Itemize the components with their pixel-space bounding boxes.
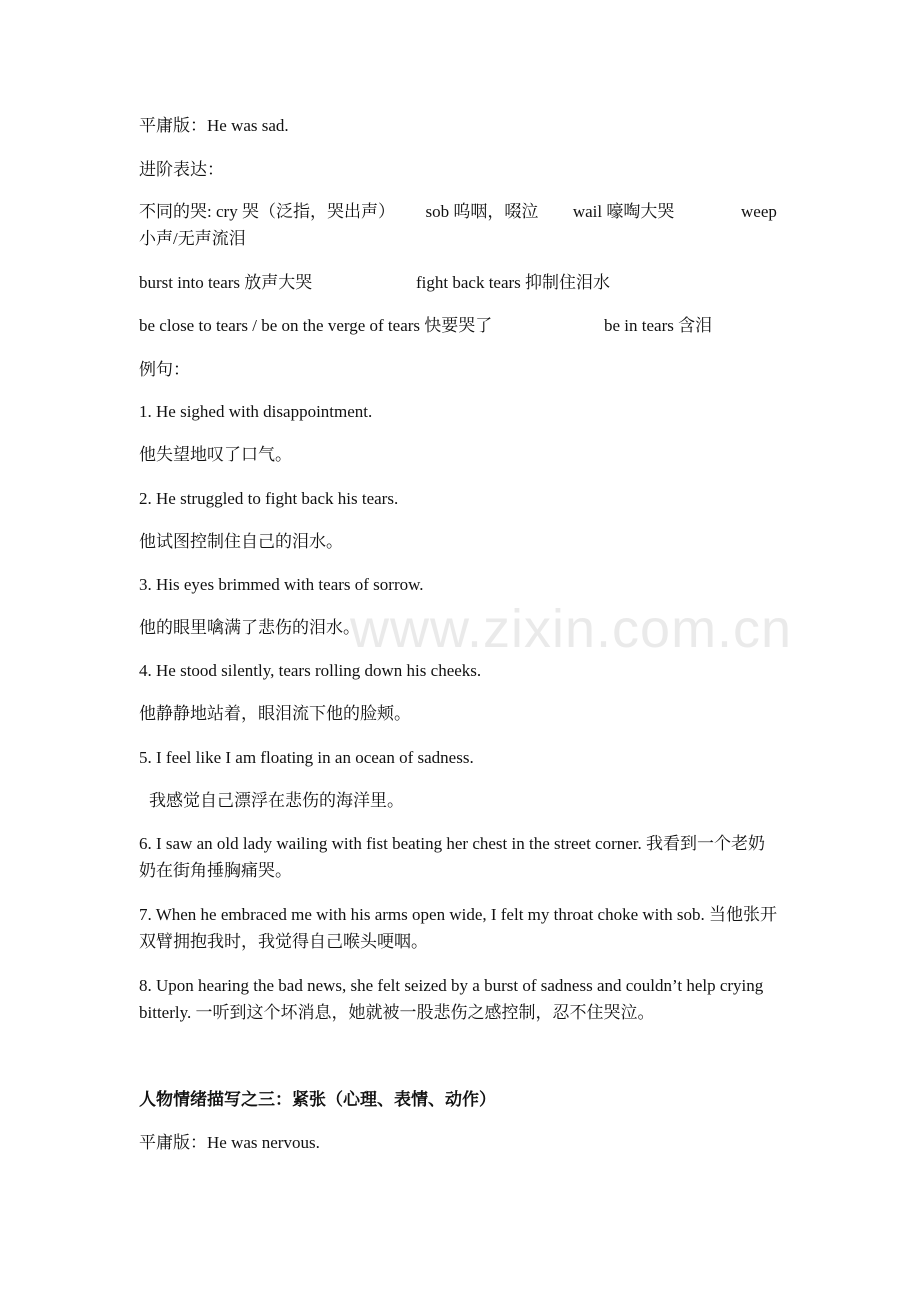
sob-entry: sob 呜咽，啜泣 — [425, 202, 539, 221]
plain-version-line-2: 平庸版：He was nervous. — [139, 1133, 320, 1152]
cry-entry: cry 哭（泛指，哭出声） — [215, 202, 395, 221]
example-4-en: 4. He stood silently, tears rolling down his cheeks. — [139, 661, 482, 680]
phrase-fight-back-tears: fight back tears 抑制住泪水 — [416, 273, 611, 292]
cry-types-colon: : — [207, 202, 212, 221]
advanced-heading: 进阶表达： — [139, 160, 224, 179]
examples-heading: 例句： — [139, 360, 190, 379]
example-3-zh: 他的眼里噙满了悲伤的泪水。 — [139, 618, 360, 637]
section-title: 人物情绪描写之三：紧张（心理、表情、动作） — [139, 1090, 496, 1109]
cry-types-lead: 不同的哭 — [139, 202, 207, 221]
phrase-burst-into-tears: burst into tears 放声大哭 — [139, 273, 313, 292]
example-4-zh: 他静静地站着，眼泪流下他的脸颊。 — [139, 704, 411, 723]
example-3-en: 3. His eyes brimmed with tears of sorrow. — [139, 575, 424, 594]
example-1-zh: 他失望地叹了口气。 — [139, 445, 292, 464]
example-5-zh: 我感觉自己漂浮在悲伤的海洋里。 — [149, 791, 404, 810]
cry-types-line — [139, 198, 674, 225]
example-8: 8. Upon hearing the bad news, she felt seized by a burst of sadness and couldn’t help crying bitterly. 一听到这个坏消息，她就被一股悲伤之感控制，忍不住哭泣。 — [139, 976, 764, 1022]
plain-version-line: 平庸版：He was sad. — [139, 116, 289, 135]
phrase-in-tears: be in tears 含泪 — [604, 316, 713, 335]
example-7: 7. When he embraced me with his arms open wide, I felt my throat choke with sob. 当他张开双臂拥抱我时，我觉得自己喉头哽咽。 — [139, 905, 777, 951]
example-2-zh: 他试图控制住自己的泪水。 — [139, 532, 343, 551]
watermark: www.zixin.com.cn — [350, 599, 793, 659]
wail-entry: wail 嚎啕大哭 — [572, 202, 675, 221]
weep-entry: weep — [741, 202, 777, 221]
phrase-close-to-tears: be close to tears / be on the verge of tears 快要哭了 — [139, 316, 493, 335]
example-1-en: 1. He sighed with disappointment. — [139, 402, 373, 421]
example-5-en: 5. I feel like I am floating in an ocean of sadness. — [139, 748, 474, 767]
weep-meaning: 小声/无声流泪 — [139, 229, 246, 248]
example-2-en: 2. He struggled to fight back his tears. — [139, 489, 399, 508]
example-6: 6. I saw an old lady wailing with fist beating her chest in the street corner. 我看到一个老奶奶在街角捶胸痛哭。 — [139, 834, 766, 880]
